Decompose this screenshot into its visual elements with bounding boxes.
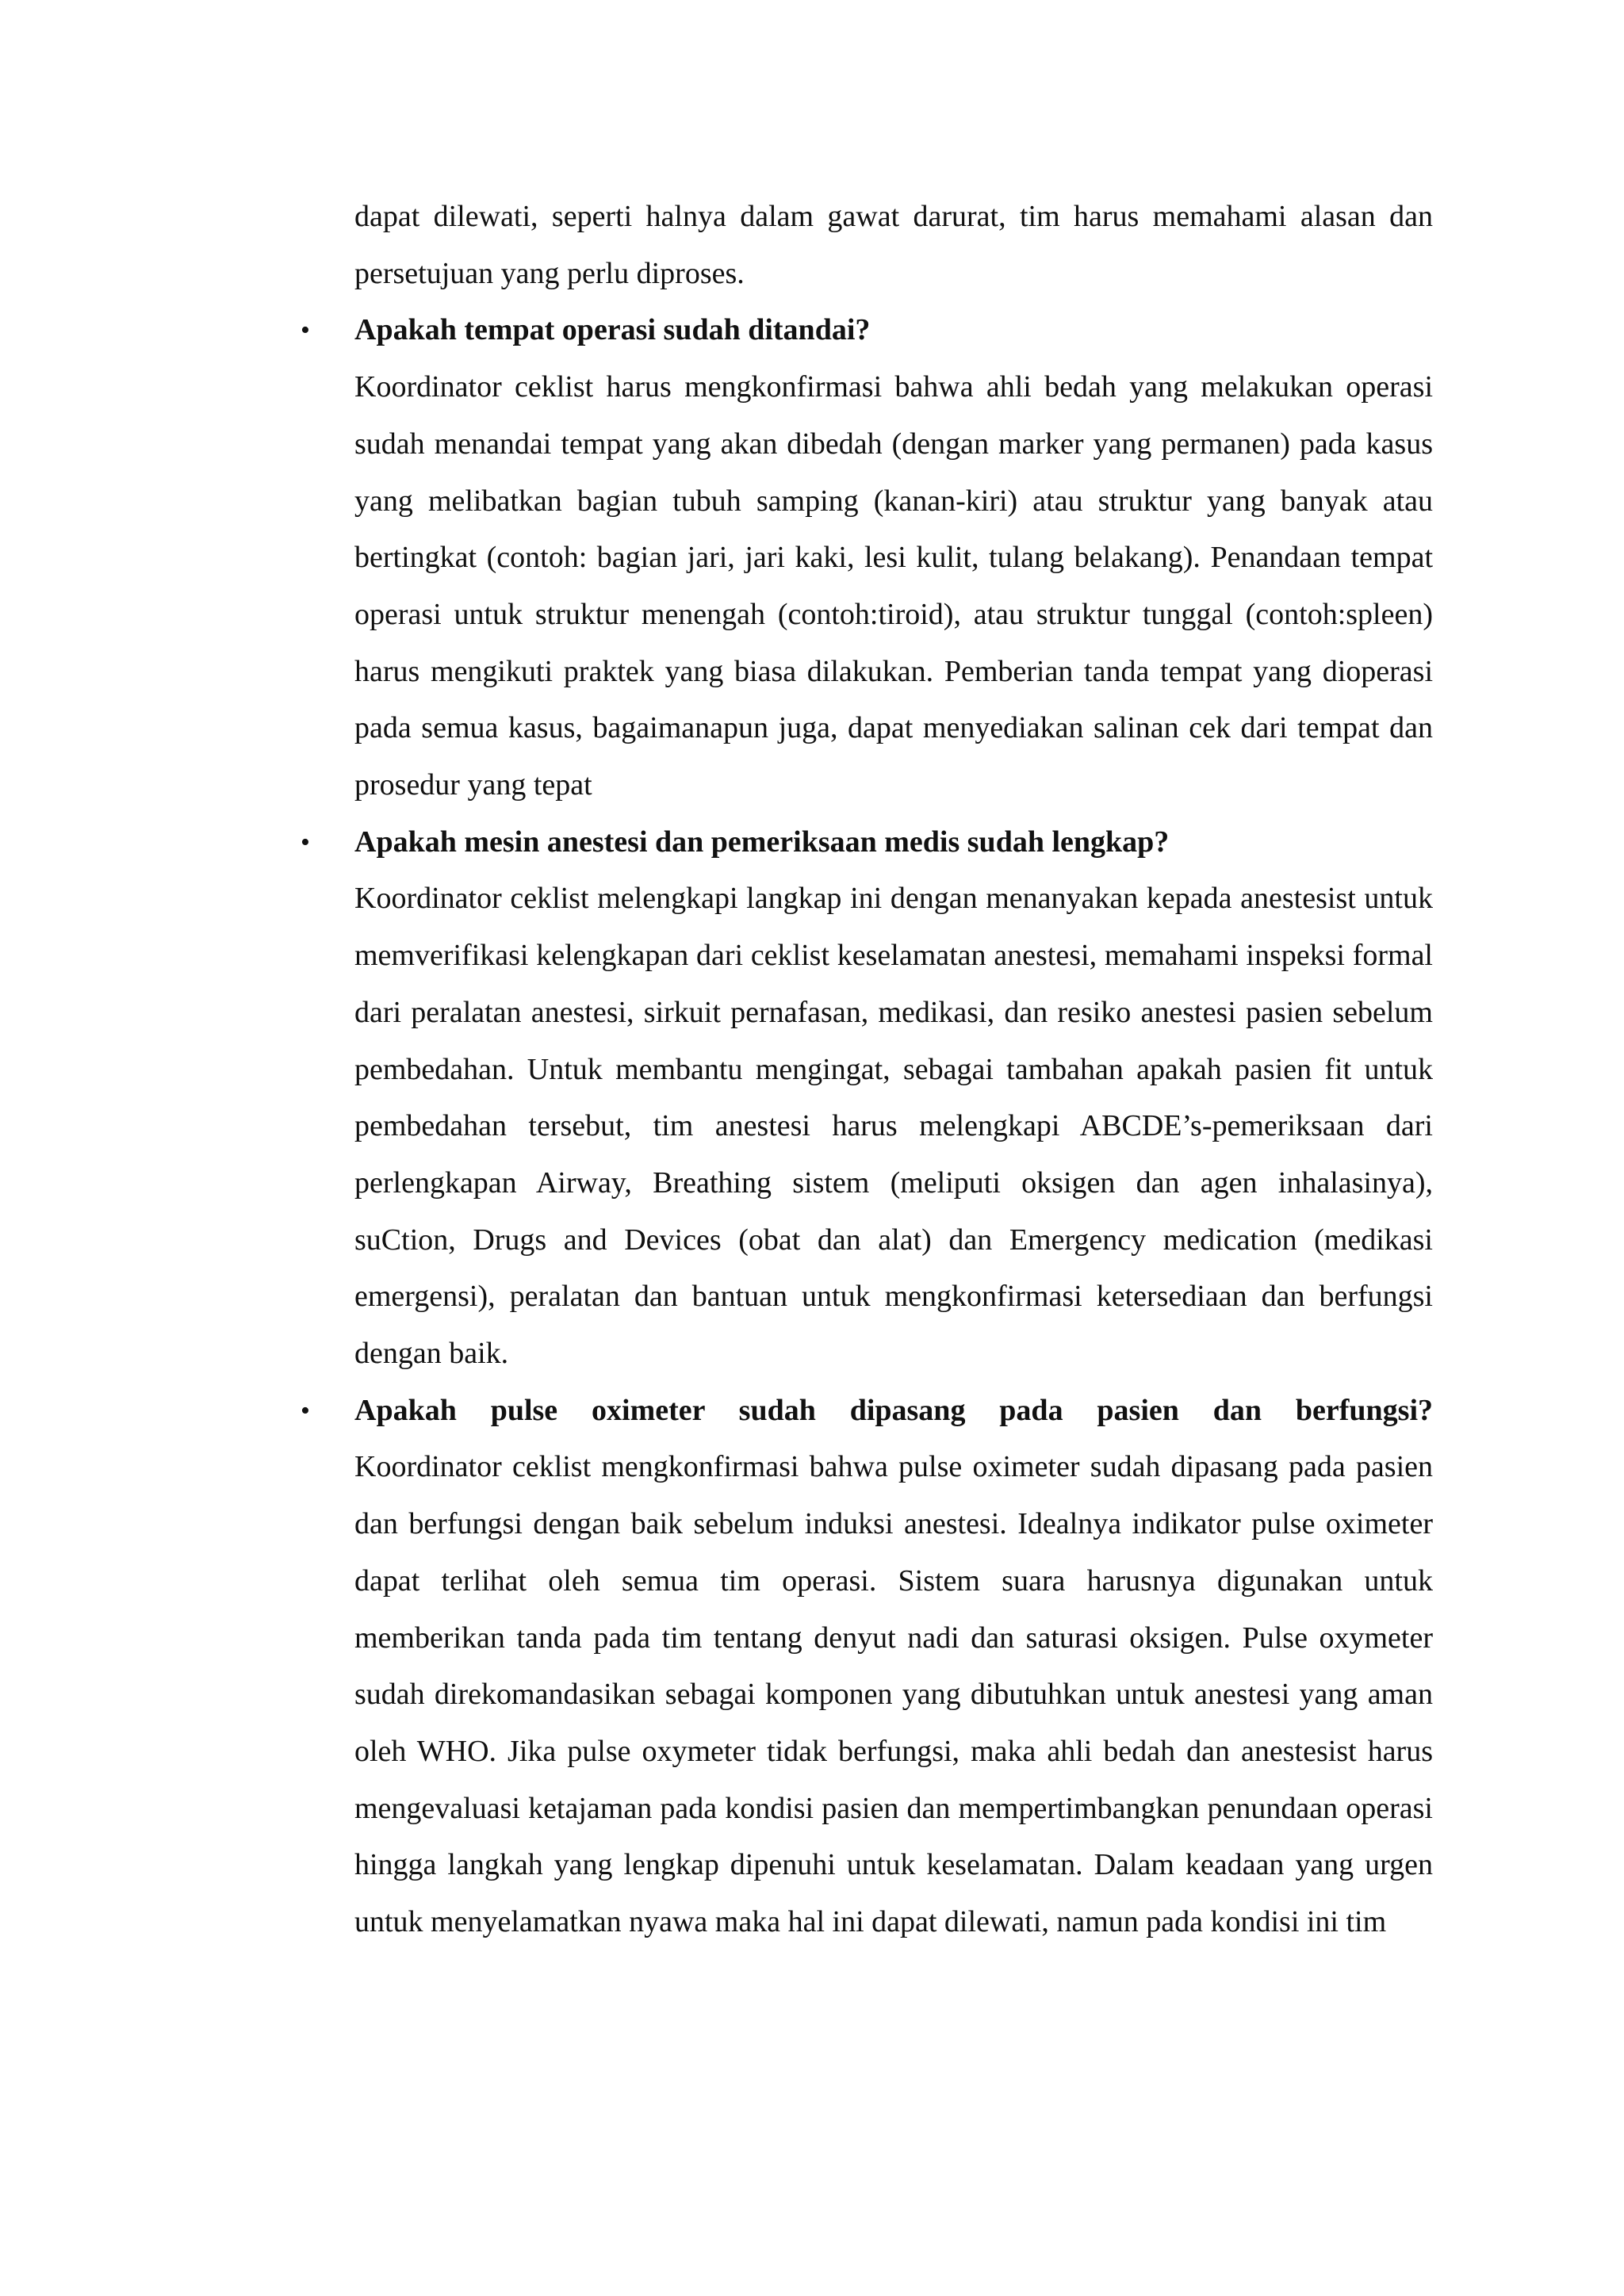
item-body: Koordinator ceklist mengkonfirmasi bahwa pulse oximeter sudah dipasang pada pasien dan berfungsi dengan baik sebelum induksi anestesi. Idealnya indikator pulse oximeter dapat terlihat oleh semua tim operasi. Sistem suara harusnya digunakan untuk memberikan tanda pada tim tentang denyut nadi dan saturasi oksigen. Pulse oxymeter sudah direkomandasikan sebagai komponen yang dibutuhkan untuk anestesi yang aman oleh WHO. Jika pulse oxymeter tidak berfungsi, maka ahli bedah dan anestesist harus mengevaluasi ketajaman pada kondisi pasien dan mempertimbangkan penundaan operasi hingga langkah yang lengkap dipenuhi untuk keselamatan. Dalam keadaan yang urgen untuk menyelamatkan nyawa maka hal ini dapat dilewati, namun pada kondisi ini tim: [354, 1450, 1433, 1939]
item-title: Apakah tempat operasi sudah ditandai?: [354, 313, 871, 347]
page-content: [301, 189, 1433, 1951]
bullet-icon: •: [301, 316, 310, 346]
checklist-item-anesthesia-check: [301, 814, 1433, 1383]
checklist-item-site-marked: [301, 302, 1433, 813]
checklist-item-pulse-oximeter: [301, 1383, 1433, 1951]
item-body: Koordinator ceklist harus mengkonfirmasi bahwa ahli bedah yang melakukan operasi sudah menandai tempat yang akan dibedah (dengan marker yang permanen) pada kasus yang melibatkan bagian tubuh samping (kanan-kiri) atau struktur yang banyak atau bertingkat (contoh: bagian jari, jari kaki, lesi kulit, tulang belakang). Penandaan tempat operasi untuk struktur menengah (contoh:tiroid), atau struktur tunggal (contoh:spleen) harus mengikuti praktek yang biasa dilakukan. Pemberian tanda tempat yang dioperasi pada semua kasus, bagaimanapun juga, dapat menyediakan salinan cek dari tempat dan prosedur yang tepat: [354, 370, 1433, 802]
item-title: Apakah mesin anestesi dan pemeriksaan medis sudah lengkap?: [354, 825, 1170, 859]
item-title: Apakah pulse oximeter sudah dipasang pada pasien dan berfungsi?: [354, 1393, 1433, 1427]
intro-paragraph: dapat dilewati, seperti halnya dalam gawat darurat, tim harus memahami alasan dan persetujuan yang perlu diproses.: [354, 200, 1433, 290]
bullet-icon: •: [301, 1395, 310, 1425]
item-body: Koordinator ceklist melengkapi langkap ini dengan menanyakan kepada anestesist untuk memverifikasi kelengkapan dari ceklist keselamatan anestesi, memahami inspeksi formal dari peralatan anestesi, sirkuit pernafasan, medikasi, dan resiko anestesi pasien sebelum pembedahan. Untuk membantu mengingat, sebagai tambahan apakah pasien fit untuk pembedahan tersebut, tim anestesi harus melengkapi ABCDE’s-pemeriksaan dari perlengkapan Airway, Breathing sistem (meliputi oksigen dan agen inhalasinya), suCtion, Drugs and Devices (obat dan alat) dan Emergency medication (medikasi emergensi), peralatan dan bantuan untuk mengkonfirmasi ketersediaan dan berfungsi dengan baik.: [354, 882, 1433, 1371]
bullet-icon: •: [301, 827, 310, 857]
